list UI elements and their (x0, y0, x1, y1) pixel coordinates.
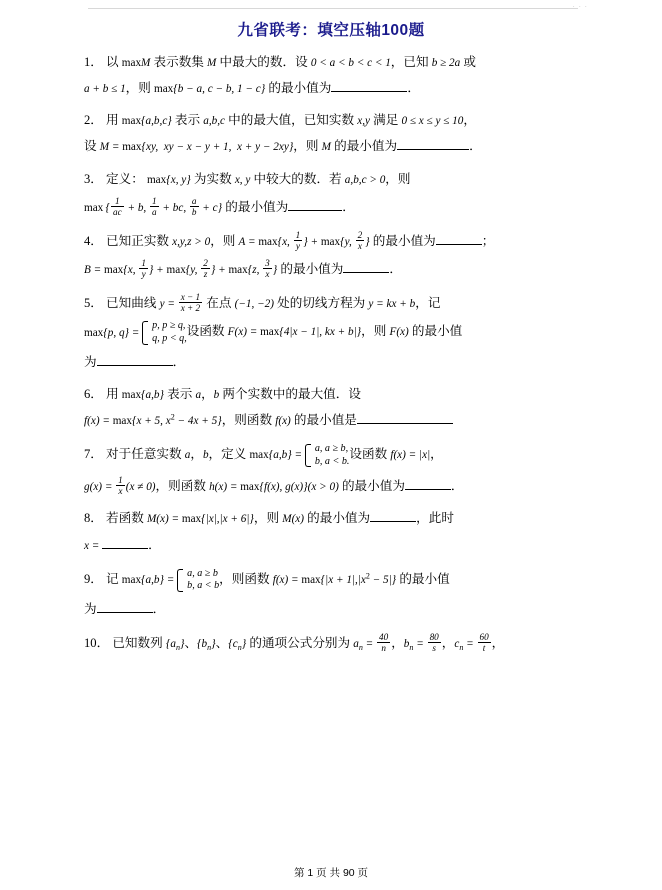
question-item (84, 385, 584, 430)
question-line: a + b ≤ 1，则 max{b − a, c − b, 1 − c} 的最小值为 ． (84, 81, 420, 96)
question-number: 4． (84, 233, 103, 248)
question-item (84, 509, 584, 554)
question-line: 4． 已知正实数 x,y,z > 0，则 A = max{x, $\frac{1}{y}$ } + max{y, $\frac{2}{x}$ } 的最小值为 ； (84, 229, 495, 251)
question-line: 8． 若函数 M(x) = max{|x|,|x + 6|}，则 M(x) 的最小值为 ，此时 (84, 511, 454, 526)
question-number: 3． (84, 171, 103, 186)
question-item (84, 443, 584, 496)
question-item (84, 53, 584, 98)
question-line: 为 ． (84, 354, 186, 369)
question-line: 为 ． (84, 601, 166, 616)
question-line: 9． 记 max{a,b} = a, a ≥ b b, a < b ，则函数 $f(x) = \max\{|x + 1|,|x^2 - 5|\}$ 的最小值 (84, 567, 450, 592)
question-number: 7． (84, 447, 103, 462)
corner-mark: · · · (572, 3, 588, 11)
question-item (84, 632, 584, 654)
question-number: 1． (84, 55, 103, 69)
question-item (84, 292, 584, 372)
top-divider (88, 8, 578, 9)
question-number: 10． (84, 636, 110, 651)
question-line: 设 M = max{xy, xy − x − y + 1, x + y − 2xy}，则 M 的最小值为 ． (84, 139, 482, 154)
question-line: 5． 已知曲线 y = $\frac{x - 1}{x + 2}$ 在点 (−1, −2) 处的切线方程为 y = kx + b，记 (84, 292, 441, 314)
question-line: max{p, q} = p, p ≥ q, q, p < q, 设函数 F(x) = max{4|x − 1|, kx + b|}，则 F(x) 的最小值 (84, 320, 463, 345)
question-line: 10． 已知数列 $\{a_n\}$、$\{b_n\}$、$\{c_n\}$ 的通项公式分别为 $a_n$ = $\frac{40}{n}$ ，$b_n$ = $\frac{80}{s}$ ，$c_n$ = $\frac{60}{t}$ ， (84, 632, 505, 654)
question-line: g(x) = $\frac{1}{x}$ (x ≠ 0)，则函数 h(x) = max{f(x), g(x)}(x > 0) 的最小值为 ． (84, 475, 464, 497)
page-title: 九省联考：填空压轴100题 (237, 22, 425, 39)
page-footer: 第 1 页 共 90 页 (293, 867, 369, 879)
question-item (84, 111, 584, 156)
question-item (84, 170, 584, 217)
question-line: B = max{x, $\frac{1}{y}$ } + max{y, $\frac{2}{z}$ } + max{z, $\frac{3}{x}$ } 的最小值为 ． (84, 258, 402, 280)
question-line: f(x) = max{x + 5, $x^2 - 4x + 5$}，则函数 f(x) 的最小值是 (84, 411, 584, 430)
question-number: 5． (84, 296, 103, 311)
question-number: 9． (84, 571, 103, 586)
question-number: 2． (84, 113, 103, 128)
question-line: 1． 以 maxM 表示数集 M 中最大的数．设 0 < a < b < c < 1，已知 b ≥ 2a 或 (84, 55, 476, 69)
question-line: 6． 用 max{a,b} 表示 a，b 两个实数中的最大值．设 (84, 386, 361, 401)
question-number: 6． (84, 386, 103, 401)
question-number: 8． (84, 511, 103, 526)
question-item (84, 230, 584, 279)
question-line: 7． 对于任意实数 a，b，定义 max{a,b} = a, a ≥ b, b, a < b. 设函数 f(x) = |x|， (84, 443, 443, 467)
question-line: x = ． (84, 537, 161, 552)
question-item (84, 568, 584, 619)
question-line: 2． 用 max{a,b,c} 表示 a,b,c 中的最大值，已知实数 x,y 满足 0 ≤ x ≤ y ≤ 10， (84, 113, 476, 128)
questions-container (0, 53, 662, 655)
question-line: max { $\frac{1}{ac}$ + b, $\frac{1}{a}$ + bc, $\frac{a}{b}$ + c} 的最小值为 ． (84, 195, 355, 217)
question-line: 3． 定义： max{x, y} 为实数 x, y 中较大的数．若 a,b,c > 0，则 (84, 171, 411, 186)
